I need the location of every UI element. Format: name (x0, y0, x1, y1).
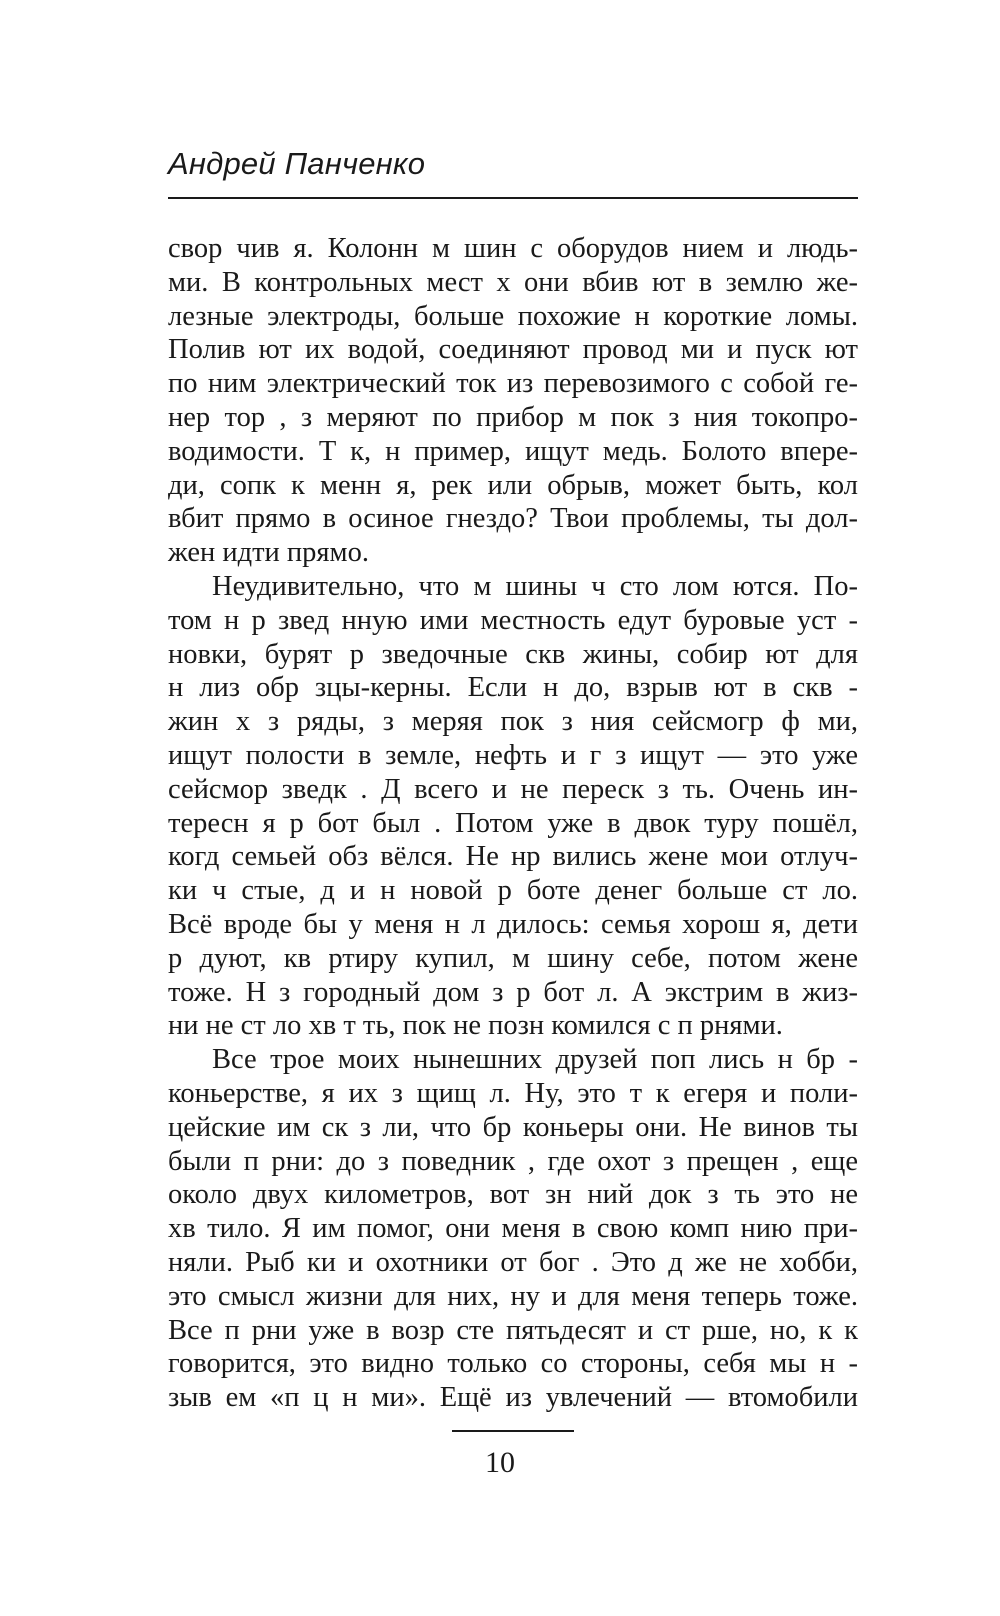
text-line: ищут полости в земле, нефть и г з ищут — это уже (168, 739, 858, 771)
paragraph (168, 232, 858, 570)
text-line: свор чив я. Колонн м шин с оборудов нием и людь- (168, 233, 858, 264)
text-line: р дуют, кв ртиру купил, м шину себе, потом жене (168, 942, 858, 974)
text-line: тересн я р бот был . Потом уже в двок туру пошёл, (168, 807, 858, 839)
text-line: Все п рни уже в возр сте пятьдесят и ст рше, но, к к (168, 1314, 858, 1346)
page-number: 10 (485, 1446, 515, 1479)
footer-rule (452, 1430, 574, 1432)
text-line: том н р звед нную ими местность едут буровые уст - (168, 604, 858, 636)
text-line: новки, бурят р зведочные скв жины, собир ют для (168, 638, 858, 670)
text-line: зыв ем «п ц н ми». Ещё из увлечений — втомобили (168, 1382, 858, 1414)
text-line: сейсмор зведк . Д всего и не переск з ть. Очень ин- (168, 773, 858, 805)
text-line: это смысл жизни для них, ну и для меня теперь тоже. (168, 1280, 858, 1312)
paragraph (168, 570, 858, 1043)
text-line: ди, сопк к менн я, рек или обрыв, может быть, кол (168, 469, 858, 501)
text-line: около двух километров, вот зн ний док з ть это не (168, 1179, 858, 1211)
paragraph (168, 1043, 858, 1415)
text-line: жин х з ряды, з меряя пок з ния сейсмогр ф ми, (168, 706, 858, 738)
text-line: ни не ст ло хв т ть, пок не позн комился с п рнями. (168, 1010, 783, 1042)
text-line: говорится, это видно только со стороны, себя мы н - (168, 1348, 858, 1380)
text-line: Все трое моих нынешних друзей поп лись н бр - (212, 1044, 858, 1076)
text-line: Всё вроде бы у меня н л дилось: семья хорош я, дети (168, 908, 858, 940)
text-line: вбит прямо в осиное гнездо? Твои проблемы, ты дол- (168, 503, 858, 535)
text-line: цейские им ск з ли, что бр коньеры они. Не винов ты (168, 1111, 858, 1143)
header-rule (168, 197, 858, 199)
text-line: водимости. Т к, н пример, ищут медь. Болото впере- (168, 435, 858, 467)
text-line: ки ч стые, д и н новой р боте денег больше ст ло. (168, 875, 858, 907)
text-line: Неудивительно, что м шины ч сто лом ются. По- (212, 570, 858, 602)
text-line: н лиз обр зцы-керны. Если н до, взрыв ют в скв - (168, 672, 858, 704)
text-line: няли. Рыб ки и охотники от бог . Это д же не хобби, (168, 1246, 858, 1278)
running-header-author: Андрей Панченко (168, 146, 426, 181)
text-line: хв тило. Я им помог, они меня в свою комп нию при- (168, 1213, 858, 1245)
text-line: тоже. Н з городный дом з р бот л. А экстрим в жиз- (168, 976, 858, 1008)
text-line: нер тор , з меряют по прибор м пок з ния токопро- (168, 401, 858, 433)
text-line: коньерстве, я их з щищ л. Ну, это т к егеря и поли- (168, 1077, 858, 1109)
text-line: когд семьей обз вёлся. Не нр вились жене мои отлуч- (168, 841, 858, 873)
text-line: жен идти прямо. (168, 537, 369, 569)
text-line: лезные электроды, больше похожие н короткие ломы. (168, 300, 858, 332)
text-line: по ним электрический ток из перевозимого с собой ге- (168, 368, 858, 400)
text-line: Полив ют их водой, соединяют провод ми и пуск ют (168, 334, 858, 366)
text-line: были п рни: до з поведник , где охот з прещен , еще (168, 1145, 858, 1177)
body-text (168, 232, 858, 1415)
text-line: ми. В контрольных мест х они вбив ют в землю же- (168, 266, 858, 298)
